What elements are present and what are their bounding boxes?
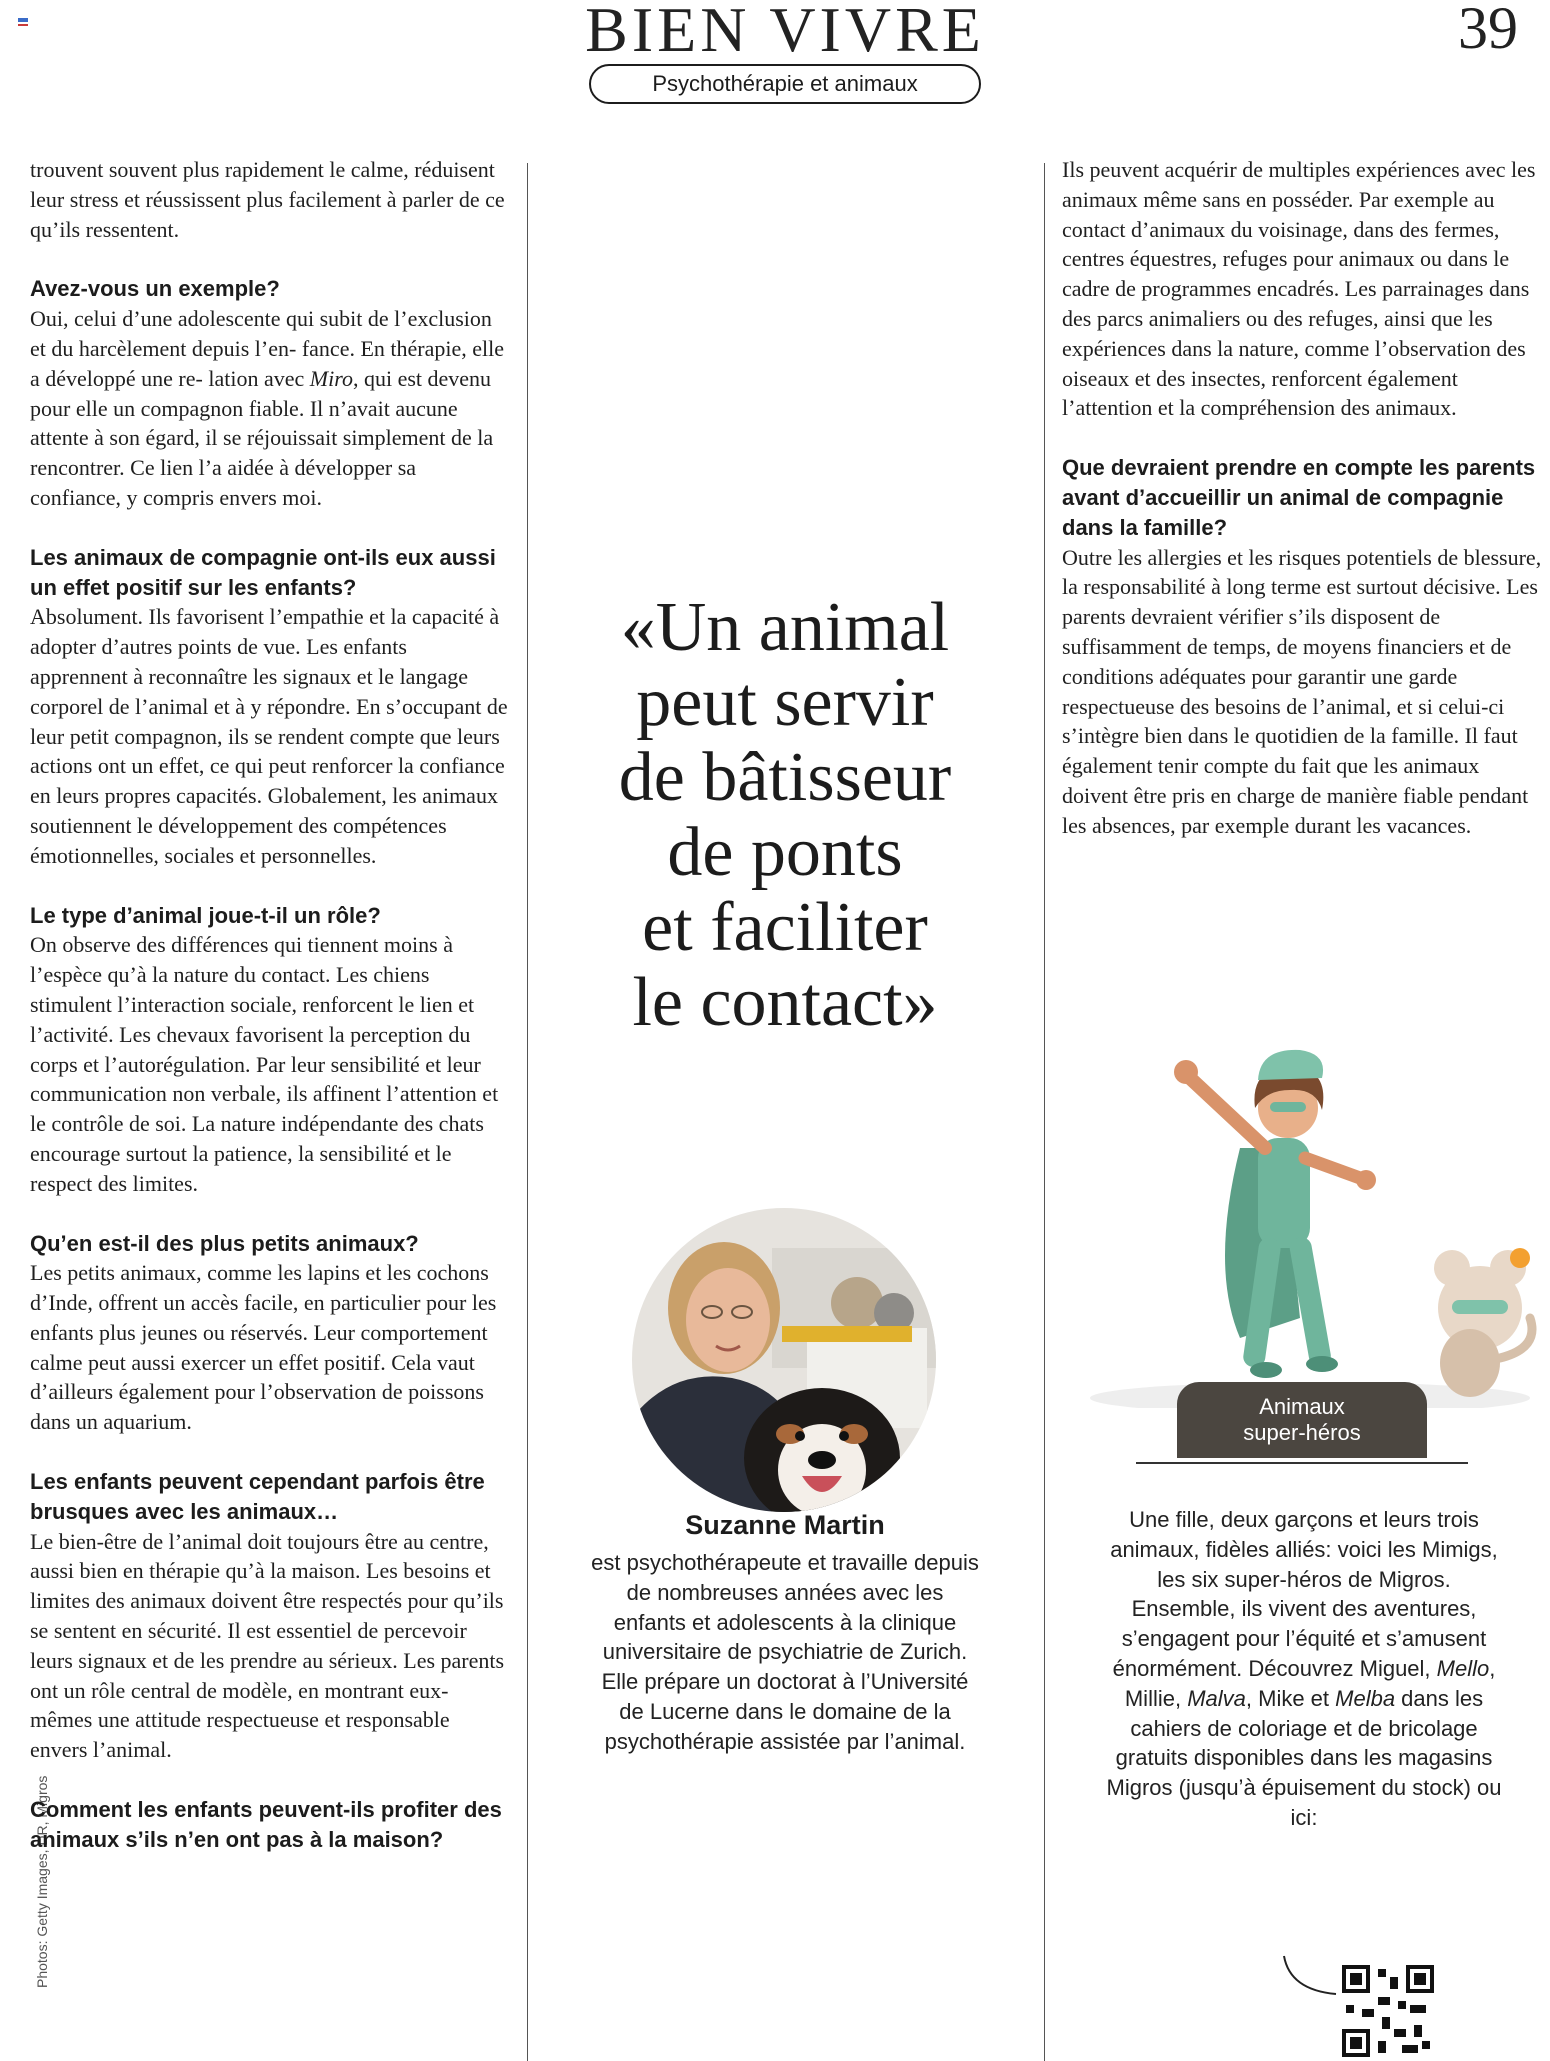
question-heading: Comment les enfants peuvent-ils profiter des animaux s’ils n’en ont pas à la maison?: [30, 1797, 502, 1852]
question-heading: Avez-vous un exemple?: [30, 276, 280, 302]
flag-icon: [18, 18, 28, 26]
column-divider: [1044, 163, 1045, 2061]
pull-quote-line: de bâtisseur: [618, 739, 952, 816]
divider: [1136, 1462, 1468, 1464]
question-heading: Les enfants peuvent cependant parfois être brusques avec les animaux…: [30, 1469, 485, 1524]
bio-text: est psychothérapeute et travaille depuis de nombreuses années avec les enfants et adolescents à la clinique universitaire de psychiatrie de Zurich. Elle prépare un doctorat à l’Université de Lucerne dans le domaine de la psychothérapie assistée par l’animal.: [591, 1550, 979, 1754]
paragraph: On observe des différences qui tiennent moins à l’espèce qu’à la nature du contact. Les chiens stimulent l’interaction sociale, renforcent le lien et l’activité. Les chevaux favorisent la perception du corps et l’autorégulation. Par leur sensibilité et leur communication non verbale, ils affinent l’attention et le contrôle de soi. La nature indépendante des chats encourage surtout la patience, la sensibilité et le respect des limites.: [30, 932, 499, 1196]
sidebar-label: Animaux super-héros: [1177, 1382, 1427, 1458]
question-heading: Qu’en est-il des plus petits animaux?: [30, 1230, 419, 1256]
paragraph: Absolument. Ils favorisent l’empathie et la capacité à adopter d’autres points de vue. Les enfants apprennent à reconnaître les signaux et le langage corporel de l’animal et à y répondre. En s’occupant de leur petit compagnon, ils se rendent compte que leurs actions ont un effet, ce qui peut renforcer la confiance en leurs propres capacités. Globalement, les animaux soutiennent le développement des compétences émotionnelles, sociales et personnelles.: [30, 604, 508, 868]
pull-quote-line: le contact»: [632, 964, 938, 1041]
qr-code-icon[interactable]: [1338, 1961, 1438, 2061]
column-divider: [527, 163, 528, 2061]
sidebar-text: Une fille, deux garçons et leurs trois animaux, fidèles alliés: voici les Mimigs, les six super-héros de Migros. Ensemble, ils vivent des aventures, s’engagent pour l’équité et s’amusent énormément. Découvrez Miguel, Mello, Millie, Malva, Mike et Melba dans les cahiers de coloriage et de bricolage gratuits disponibles dans les magasins Migros (jusqu’à épuisement du stock) ou ici:: [1106, 1507, 1502, 1830]
article-right-column: [1062, 155, 1542, 841]
photo-credit: Photos: Getty Images, DR, Migros: [34, 1775, 50, 1988]
paragraph: Outre les allergies et les risques potentiels de blessure, la responsabilité à long terme est surtout décisive. Les parents devraient vérifier s’ils disposent de suffisamment de temps, de moyens financiers et de conditions adéquates pour garantir une garde respectueuse des besoins de l’animal, et si celui-ci s’intègre bien dans le quotidien de la famille. Il faut également tenir compte du fait que les animaux doivent être pris en charge de manière fiable pendant les absences, par exemple durant les vacances.: [1062, 544, 1542, 838]
paragraph: Ils peuvent acquérir de multiples expériences avec les animaux même sans en posséder. Par exemple au contact d’animaux du voisinage, dans des fermes, centres équestres, refuges pour animaux ou dans le cadre de programmes encadrés. Les parrainages dans des parcs animaliers ou des refuges, ainsi que les expériences dans la nature, comme l’observation des oiseaux et des insectes, renforcent également l’attention et la compréhension des animaux.: [1062, 157, 1536, 421]
paragraph: Le bien-être de l’animal doit toujours être au centre, aussi bien en thérapie qu’à la maison. Les besoins et limites des animaux doivent être respectés pour qu’ils se sentent en sécurité. Il est essentiel de percevoir leurs signaux et de les prendre au sérieux. Les parents ont un rôle central de modèle, en montrant eux-mêmes une attitude respectueuse et responsable envers l’animal.: [30, 1528, 505, 1763]
superhero-illustration: [1090, 1018, 1540, 1408]
pull-quote-line: «Un animal: [620, 589, 950, 666]
arrow-icon: [1280, 1950, 1340, 2000]
paragraph: Les petits animaux, comme les lapins et les cochons d’Inde, offrent un accès facile, en particulier pour les enfants plus jeunes ou réservés. Leur comportement calme peut aussi exercer un effet positif. Cela vaut d’ailleurs également pour l’observation de poissons dans un aquarium.: [30, 1260, 497, 1435]
bio-name: Suzanne Martin: [685, 1510, 885, 1540]
pull-quote-line: peut servir: [636, 664, 934, 741]
pull-quote-line: de ponts: [667, 814, 903, 891]
question-heading: Les animaux de compagnie ont-ils eux aussi un effet positif sur les enfants?: [30, 544, 496, 600]
question-heading: Le type d’animal joue-t-il un rôle?: [30, 902, 381, 928]
page-title: BIEN VIVRE: [585, 0, 985, 65]
pull-quote-line: et faciliter: [642, 889, 928, 966]
article-left-column: [30, 155, 510, 1855]
page-number: 39: [1458, 0, 1518, 61]
question-heading: Que devraient prendre en compte les parents avant d’accueillir un animal de compagnie dans la famille?: [1062, 455, 1536, 540]
portrait-photo: [632, 1208, 936, 1512]
paragraph: Oui, celui d’une adolescente qui subit de l’exclusion et du harcèlement depuis l’en- fance. En thérapie, elle a développé une re- lation avec Miro, qui est devenu pour elle un compagnon fiable. Il n’avait aucune attente à son égard, il se réjouissait simplement de la rencontrer. Ce lien l’a aidée à développer sa confiance, y compris envers moi.: [30, 306, 505, 510]
section-label: Psychothérapie et animaux: [589, 64, 981, 104]
pull-quote: [560, 590, 1010, 1040]
paragraph: trouvent souvent plus rapidement le calme, réduisent leur stress et réussissent plus facilement à parler de ce qu’ils ressentent.: [30, 157, 505, 242]
